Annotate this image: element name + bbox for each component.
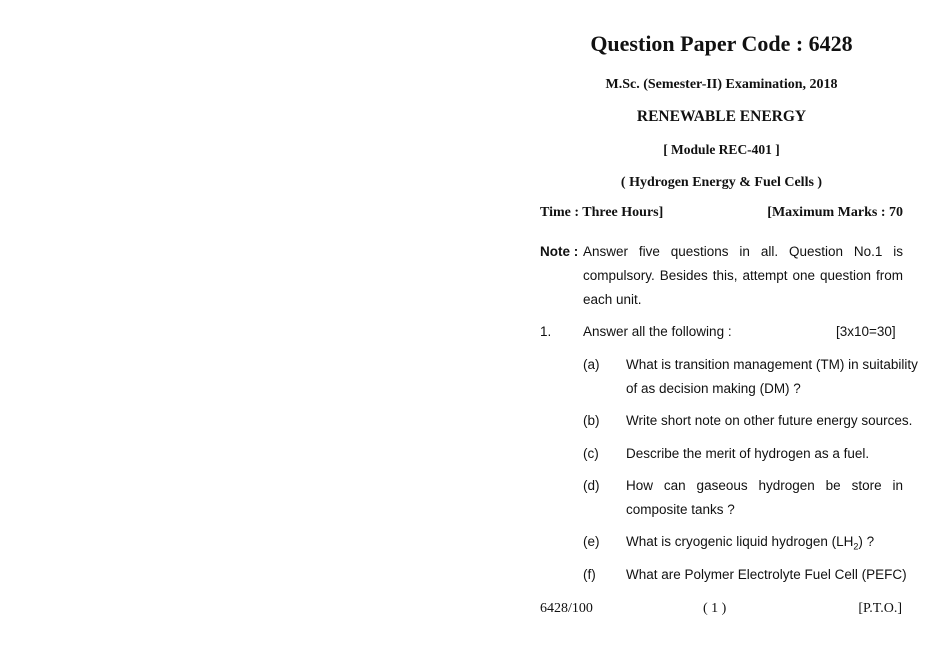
part-text: What are Polymer Electrolyte Fuel Cell (PEFC): [626, 567, 907, 582]
part-text: of as decision making (DM) ?: [626, 381, 801, 396]
page-number: ( 1 ): [703, 601, 727, 616]
paper-name: ( Hydrogen Energy & Fuel Cells ): [620, 175, 823, 190]
maximum-marks: [Maximum Marks : 70: [767, 205, 903, 220]
question-marks: [3x10=30]: [836, 324, 896, 339]
question-number: 1.: [540, 324, 552, 339]
part-text: composite tanks ?: [626, 502, 735, 517]
part-label: (e): [583, 534, 600, 549]
part-label: (f): [583, 567, 596, 582]
page-title: Question Paper Code : 6428: [590, 31, 853, 56]
footer-code: 6428/100: [540, 601, 593, 616]
subscript: 2: [853, 541, 859, 552]
exam-name: M.Sc. (Semester-II) Examination, 2018: [605, 77, 838, 92]
part-text: Write short note on other future energy sources.: [626, 413, 913, 428]
part-label: (b): [583, 413, 600, 428]
part-label: (a): [583, 357, 600, 372]
part-text: What is transition management (TM) in suitability: [626, 357, 918, 372]
pto-label: [P.T.O.]: [858, 601, 902, 616]
part-text-main: What is cryogenic liquid hydrogen (LH: [626, 534, 854, 549]
note-line: each unit.: [583, 292, 642, 307]
part-label: (d): [583, 478, 600, 493]
module-code: [ Module REC-401 ]: [663, 142, 780, 157]
part-text: How can gaseous hydrogen be store in: [626, 478, 903, 493]
part-label: (c): [583, 446, 599, 461]
part-text: Describe the merit of hydrogen as a fuel.: [626, 446, 870, 461]
note-line: compulsory. Besides this, attempt one question from: [583, 268, 903, 283]
time-allowed: Time : Three Hours]: [540, 205, 664, 220]
note-line: Answer five questions in all. Question No.1 is: [583, 244, 903, 259]
subject-name: RENEWABLE ENERGY: [636, 108, 807, 125]
part-text: [626, 530, 874, 559]
note-label: Note :: [540, 244, 579, 259]
part-text-end: ) ?: [858, 534, 875, 549]
question-text: Answer all the following :: [583, 324, 732, 339]
